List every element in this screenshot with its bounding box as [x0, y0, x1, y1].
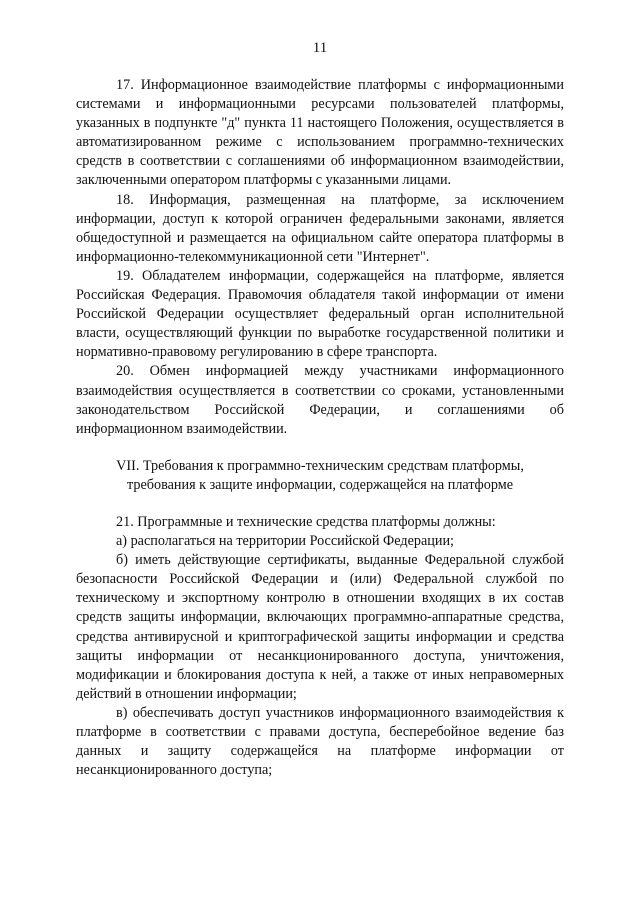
- paragraph-17: 17. Информационное взаимодействие платформы с информационными системами и информационными ресурсами пользователей платформы, указанных в подпункте "д" пункта 11 настоящего Положения, осуществляется в автоматизированном режиме с использованием программно-технических средств в соответствии с соглашениями об информационном взаимодействии, заключенными оператором платформы с указанными лицами.: [76, 77, 564, 189]
- paragraph-18: 18. Информация, размещенная на платформе, за исключением информации, доступ к которой ограничен федеральными законами, является общедоступной и размещается на официальном сайте оператора платформы в информационно-телекоммуникационной сети "Интернет".: [76, 191, 564, 265]
- paragraph-20: 20. Обмен информацией между участниками информационного взаимодействия осуществляется в соответствии со сроками, установленными законодательством Российской Федерации, и соглашениями об информационном взаимодействии.: [76, 363, 564, 437]
- subitem-v: в) обеспечивать доступ участников информационного взаимодействия к платформе в соответствии с правами доступа, бесперебойное ведение баз данных и защиту содержащейся на платформе информации от несанкционированного доступа;: [76, 704, 564, 779]
- page-number: 11: [312, 40, 328, 56]
- subitem-a: а) располагаться на территории Российской Федерации;: [116, 533, 454, 550]
- paragraph-21: 21. Программные и технические средства платформы должны:: [116, 513, 496, 530]
- section-heading-line-2: требования к защите информации, содержащейся на платформе: [127, 476, 513, 493]
- section-heading: [76, 457, 564, 495]
- paragraph-19: 19. Обладателем информации, содержащейся на платформе, является Российская Федерация. Правомочия обладателя такой информации от имени Российской Федерации осуществляет федеральный орган исполнительной власти, осуществляющий функции по выработке государственной политики и нормативно-правовому регулированию в сфере транспорта.: [76, 267, 564, 361]
- document-body: [76, 76, 564, 780]
- subitem-b: б) иметь действующие сертификаты, выданные Федеральной службой безопасности Российской Федерации и (или) Федеральной службой по техническому и экспортному контролю в отношении входящих в их состав средств защиты информации, включающих программно-аппаратные средства, средства антивирусной и криптографической защиты информации и средства защиты информации от несанкционированного доступа, уничтожения, модификации и блокирования доступа к ней, а также от иных неправомерных действий в отношении информации;: [76, 552, 564, 702]
- section-heading-line-1: VII. Требования к программно-техническим средствам платформы,: [116, 457, 524, 474]
